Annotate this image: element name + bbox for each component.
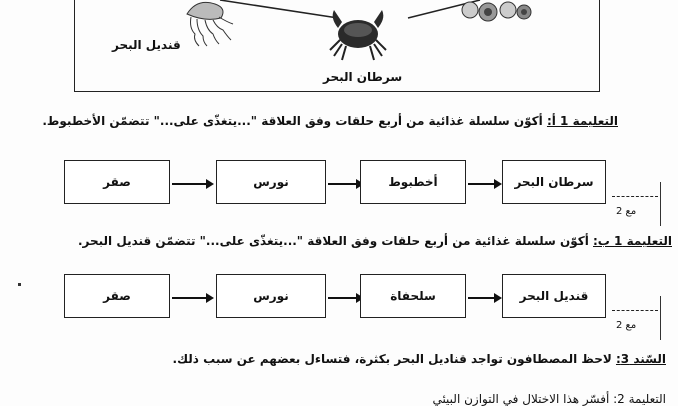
crab-icon [326,4,390,62]
support-3-text: لاحظ المصطافون تواجد قناديل البحر بكثرة، فتساءل بعضهم عن سبب ذلك. [172,352,616,366]
chain2-box-1: قنديل البحر [502,274,606,318]
score-1-line [612,196,658,197]
chain1-box-2: أخطبوط [360,160,466,204]
score-2: مع 2 [616,320,637,331]
instruction-1b-key: التعليمة 1 ب: [593,234,672,248]
jellyfish-label: قنديل البحر [112,38,181,52]
support-3 [173,352,666,366]
instruction-2-partial: التعليمة 2: أفسّر هذا الاختلال في التوازن البيئي [432,392,666,406]
chain1-box-1: سرطان البحر [502,160,606,204]
score-2-line [612,310,658,311]
instruction-1b-text: أكوّن سلسلة غذائية من أربع حلقات وفق العلاقة "...يتغذّى على..." تتضمّن قنديل البحر. [77,234,593,248]
instruction-1a-key: التعليمة 1 أ: [546,114,618,128]
chain1-arrow-3 [172,183,212,185]
instruction-1a-text: أكوّن سلسلة غذائية من أربع حلقات وفق العلاقة "...يتغذّى على..." تتضمّن الأخطبوط. [42,114,547,128]
score-2-bracket [660,296,661,340]
chain2-box-2: سلحفاة [360,274,466,318]
chain2-arrow-3 [172,297,212,299]
instruction-1b [78,234,672,248]
chain2-arrow-1 [468,297,500,299]
support-3-key: السّند 3: [615,352,666,366]
margin-mark [18,283,21,286]
chain1-arrow-2 [328,183,362,185]
score-1: مع 2 [616,206,637,217]
chain1-box-3: نورس [216,160,326,204]
crab-label: سرطان البحر [323,70,403,84]
chain1-arrow-1 [468,183,500,185]
chain2-box-4: صقر [64,274,170,318]
chain2-arrow-2 [328,297,362,299]
chain2-box-3: نورس [216,274,326,318]
jellyfish-icon [175,0,245,48]
score-1-bracket [660,182,661,226]
instruction-1a [42,114,618,128]
marine-animals-icon [458,0,538,28]
chain1-box-4: صقر [64,160,170,204]
